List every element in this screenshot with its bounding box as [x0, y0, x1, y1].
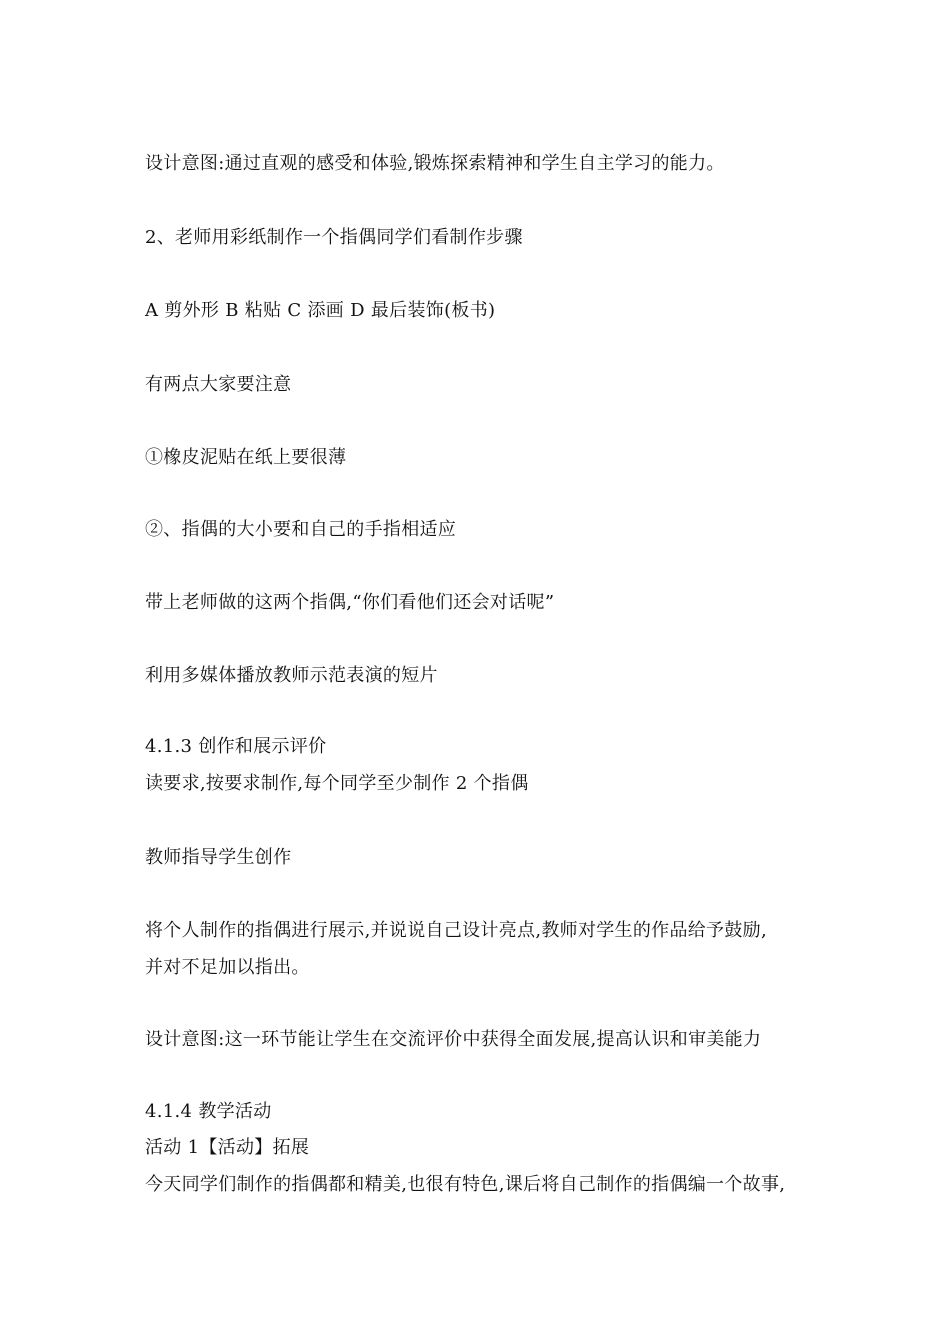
section-heading-4-1-4: 4.1.4 教学活动 [145, 1101, 272, 1122]
paragraph-requirements: 读要求,按要求制作,每个同学至少制作 2 个指偶 [145, 773, 529, 794]
paragraph-design-intent-2: 设计意图:这一环节能让学生在交流评价中获得全面发展,提高认识和审美能力 [145, 1029, 762, 1050]
paragraph-teacher-puppets: 带上老师做的这两个指偶,“你们看他们还会对话呢” [145, 592, 555, 613]
paragraph-step-2: 2、老师用彩纸制作一个指偶同学们看制作步骤 [145, 227, 523, 248]
paragraph-extension: 今天同学们制作的指偶都和精美,也很有特色,课后将自己制作的指偶编一个故事, [145, 1174, 786, 1195]
paragraph-display-line-1: 将个人制作的指偶进行展示,并说说自己设计亮点,教师对学生的作品给予鼓励, [145, 920, 767, 941]
paragraph-design-intent-1: 设计意图:通过直观的感受和体验,锻炼探索精神和学生自主学习的能力。 [145, 153, 725, 174]
paragraph-steps-abcd: A 剪外形 B 粘贴 C 添画 D 最后装饰(板书) [145, 300, 496, 321]
list-item-point-1: ①橡皮泥贴在纸上要很薄 [145, 447, 347, 468]
activity-heading: 活动 1【活动】拓展 [145, 1137, 310, 1158]
paragraph-teacher-guidance: 教师指导学生创作 [145, 847, 292, 868]
paragraph-multimedia: 利用多媒体播放教师示范表演的短片 [145, 665, 438, 686]
paragraph-attention: 有两点大家要注意 [145, 374, 292, 395]
paragraph-display-line-2: 并对不足加以指出。 [145, 957, 310, 978]
section-heading-4-1-3: 4.1.3 创作和展示评价 [145, 736, 327, 757]
list-item-point-2: ②、指偶的大小要和自己的手指相适应 [145, 519, 457, 540]
